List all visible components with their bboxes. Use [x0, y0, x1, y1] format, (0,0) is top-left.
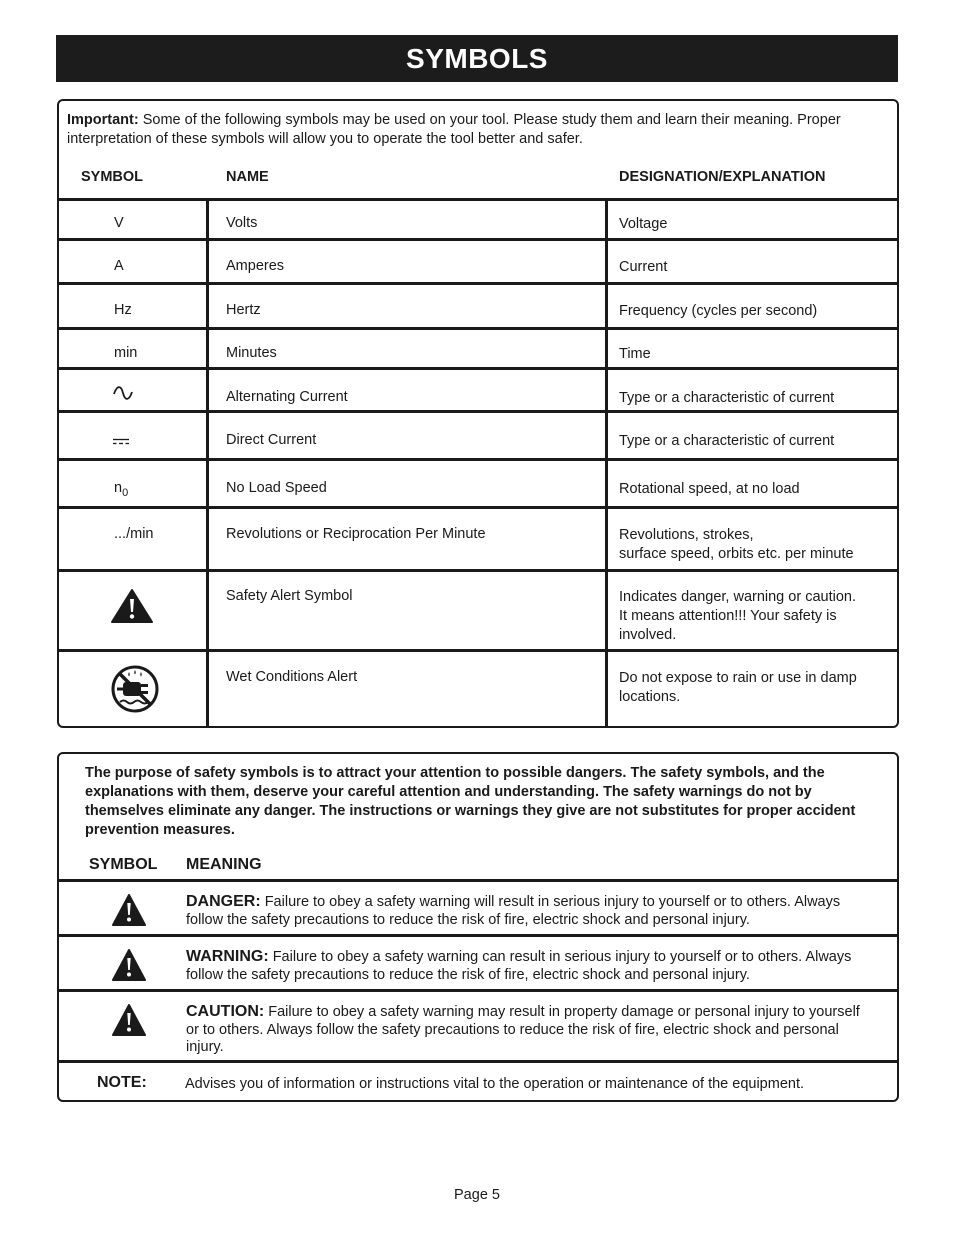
caution-keyword: CAUTION:	[186, 1003, 265, 1020]
explanation-line: surface speed, orbits etc. per minute	[619, 546, 854, 562]
warning-text: Failure to obey a safety warning can result in serious injury to yourself or to others. Always follow the safety precautions to reduce the risk of fire, electric shock and personal injury.	[186, 949, 852, 983]
note-label: NOTE:	[97, 1074, 147, 1091]
header-symbol: SYMBOL	[89, 856, 158, 873]
caution-meaning	[186, 1003, 876, 1057]
safety-alert-icon	[110, 588, 154, 629]
intro-text: Some of the following symbols may be used on your tool. Please study them and learn their meaning. Proper interpretation of these symbols will allow you to operate the tool better and safer.	[67, 112, 841, 147]
name-no-load-speed: No Load Speed	[226, 480, 327, 496]
row-divider	[59, 238, 897, 241]
explanation-minutes: Time	[619, 346, 651, 362]
title-bar	[56, 35, 898, 82]
danger-keyword: DANGER:	[186, 893, 261, 910]
danger-meaning	[186, 893, 876, 929]
symbol-per-minute: .../min	[114, 526, 154, 542]
row-divider	[59, 879, 897, 882]
row-divider	[59, 458, 897, 461]
name-direct-current: Direct Current	[226, 432, 317, 448]
symbol-n: n	[114, 480, 123, 496]
symbol-amperes: A	[114, 258, 124, 274]
wet-conditions-icon	[110, 664, 160, 719]
row-divider	[59, 934, 897, 937]
row-divider	[59, 569, 897, 572]
explanation-amperes: Current	[619, 259, 668, 275]
warning-alert-icon	[111, 948, 147, 982]
direct-current-icon	[113, 434, 129, 450]
explanation-per-minute	[619, 526, 889, 564]
intro-paragraph	[67, 111, 893, 149]
intro-label: Important:	[67, 112, 139, 128]
header-explanation: DESIGNATION/EXPLANATION	[619, 169, 826, 185]
name-wet-conditions: Wet Conditions Alert	[226, 669, 358, 685]
page-title: SYMBOLS	[406, 42, 548, 74]
name-hertz: Hertz	[226, 302, 261, 318]
explanation-alternating-current: Type or a characteristic of current	[619, 390, 835, 406]
symbol-no-load-speed	[114, 480, 128, 499]
symbol-volts: V	[114, 215, 124, 231]
explanation-line: It means attention!!! Your safety is	[619, 608, 837, 624]
explanation-line: Revolutions, strokes,	[619, 527, 754, 543]
explanation-hertz: Frequency (cycles per second)	[619, 303, 818, 319]
symbol-minutes: min	[114, 345, 138, 361]
explanation-line: Indicates danger, warning or caution.	[619, 589, 856, 605]
danger-alert-icon	[111, 893, 147, 927]
row-divider	[59, 282, 897, 285]
page-number: Page 5	[454, 1187, 500, 1203]
explanation-line: Do not expose to rain or use in damp	[619, 670, 857, 686]
row-divider	[59, 367, 897, 370]
explanation-wet-conditions	[619, 669, 889, 707]
name-alternating-current: Alternating Current	[226, 389, 348, 405]
name-minutes: Minutes	[226, 345, 277, 361]
explanation-direct-current: Type or a characteristic of current	[619, 433, 835, 449]
column-divider	[605, 198, 608, 726]
warning-keyword: WARNING:	[186, 948, 269, 965]
header-name: NAME	[226, 169, 269, 185]
note-text: Advises you of information or instructions vital to the operation or maintenance of the equipment.	[185, 1076, 805, 1092]
explanation-no-load-speed: Rotational speed, at no load	[619, 481, 800, 497]
danger-text: Failure to obey a safety warning will result in serious injury to yourself or to others. Always follow the safety precautions to reduce the risk of fire, electric shock and personal injury.	[186, 894, 841, 928]
header-meaning: MEANING	[186, 856, 262, 873]
caution-text: Failure to obey a safety warning may result in property damage or personal injury to yourself or to others. Always follow the safety precautions to reduce the risk of fire, electric shock and personal injury.	[186, 1004, 860, 1055]
name-safety-alert: Safety Alert Symbol	[226, 588, 353, 604]
explanation-line: involved.	[619, 627, 677, 643]
purpose-paragraph: The purpose of safety symbols is to attract your attention to possible dangers. The safety symbols, and the explanations with them, deserve your careful attention and understanding. The safety warnings do not by themselves eliminate any danger. The instructions or warnings they give are not substitutes for proper accident prevention measures.	[85, 765, 856, 838]
row-divider	[59, 649, 897, 652]
row-divider	[59, 1060, 897, 1063]
name-amperes: Amperes	[226, 258, 285, 274]
explanation-safety-alert	[619, 588, 889, 645]
alternating-current-icon	[113, 385, 133, 405]
warning-meaning	[186, 948, 876, 984]
caution-alert-icon	[111, 1003, 147, 1037]
row-divider	[59, 327, 897, 330]
explanation-volts: Voltage	[619, 216, 668, 232]
explanation-line: locations.	[619, 689, 681, 705]
row-divider	[59, 198, 897, 201]
symbol-hertz: Hz	[114, 302, 132, 318]
header-symbol: SYMBOL	[81, 169, 144, 185]
name-per-minute: Revolutions or Reciprocation Per Minute	[226, 526, 486, 542]
column-divider	[206, 198, 209, 726]
row-divider	[59, 410, 897, 413]
name-volts: Volts	[226, 215, 258, 231]
safety-symbols-box	[57, 752, 899, 1102]
row-divider	[59, 989, 897, 992]
row-divider	[59, 506, 897, 509]
symbols-table-box	[57, 99, 899, 728]
symbol-subscript: 0	[122, 486, 129, 499]
